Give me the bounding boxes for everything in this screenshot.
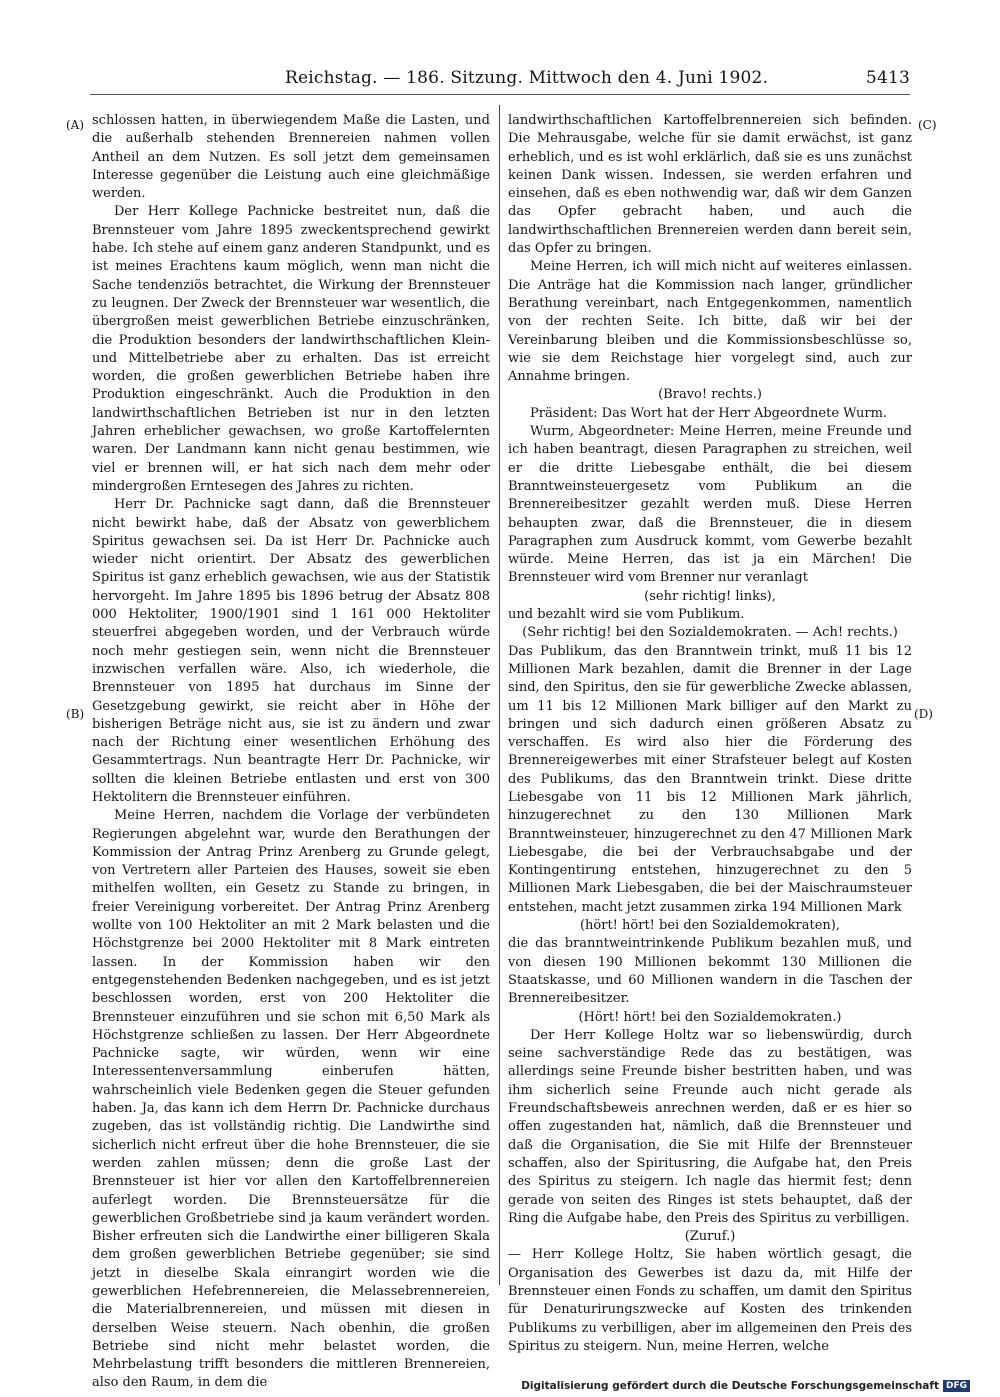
paragraph: Der Herr Kollege Holtz war so liebenswürdig, durch seine sachverständige Rede das zu bestätigen, was allerdings seine Freunde bisher bestritten haben, und was ihm sicherlich seine Freunde auch nicht gerade als Freundschaftsbeweis anrechnen werden, daß er es hier so offen zugestanden hat, nämlich, daß die Brennsteuer und daß die Organisation, die Sie mit Hilfe der Brennsteuer schaffen, also der Spiritusring, die Aufgabe hat, den Preis des Spiritus zu steigern. Ich nagle das hiermit fest; denn gerade von seiten des Ringes ist stets behauptet, daß der Ring die Aufgabe habe, den Preis des Spiritus zu verbilligen. <box>508 1027 912 1226</box>
page-number: 5413 <box>865 68 910 88</box>
dfg-logo: DFG <box>943 1380 970 1392</box>
paragraph: Herr Dr. Pachnicke sagt dann, daß die Brennsteuer nicht bewirkt habe, daß der Absatz von gewerblichem Spiritus gewachsen sei. Da ist Herr Dr. Pachnicke auch wieder nicht orientirt. Der Absatz des gewerblichen Spiritus ist ganz erheblich gewachsen, wie aus der Statistik hervorgeht. Im Jahre 1895 bis 1896 betrug der Absatz 808 000 Hektoliter, 1900/1901 sind 1 161 000 Hektoliter steuerfrei abgegeben worden, und der Verbrauch würde noch mehr gestiegen sein, wenn nicht die Brennsteuer inzwischen verfallen wäre. Also, ich wiederhole, die Brennsteuer von 1895 hat durchaus im Sinne der Gesetzgebung gewirkt, sie reicht aber in Höhe der bisherigen Beträge nicht aus, sie ist zu ändern und zwar nach der Richtung einer wesentlichen Erhöhung des Gesammtertrags. Nun beantragte Herr Dr. Pachnicke, wir sollten die kleinen Betriebe entlasten und erst von 300 Hektolitern die Brennsteuer einführen. <box>92 497 490 805</box>
speaker-line: Präsident: Das Wort hat der Herr Abgeordnete Wurm. <box>530 405 888 421</box>
paragraph: Das Publikum, das den Branntwein trinkt, muß 11 bis 12 Millionen Mark bezahlen, damit die Brenner in der Lage sind, den Spiritus, den sie für gewerbliche Zwecke ablassen, um 11 bis 12 Millionen Mark billiger auf den Markt zu bringen und sich dadurch einen größeren Absatz zu verschaffen. Es wird also hier die Förderung des Brennereigewerbes mit einer Strafsteuer belegt auf Kosten des Publikums, das den Branntwein trinkt. Diese dritte Liebesgabe von 11 bis 12 Millionen Mark jährlich, hinzugerechnet zu den 130 Millionen Mark Branntweinsteuer, hinzugerechnet zu den 47 Millionen Mark Liebesgabe, die bei der Verbrauchsabgabe und der Kontingentirung entstehen, hinzugerechnet zu den 5 Millionen Mark Liebesgaben, die bei der Maischraumsteuer entstehen, macht jetzt zusammen zirka 194 Millionen Mark <box>508 643 912 915</box>
paragraph: Meine Herren, nachdem die Vorlage der verbündeten Regierungen abgelehnt war, wurde den Berathungen der Kommission der Antrag Prinz Arenberg zu Grunde gelegt, von Vertretern aller Parteien des Hauses, soweit sie eben mithelfen wollten, ein Gesetz zu Stande zu bringen, in freier Vereinigung vorbereitet. Der Antrag Prinz Arenberg wollte von 100 Hektoliter an mit 2 Mark belasten und die Höchstgrenze bei 2000 Hektoliter mit 8 Mark eintreten lassen. In der Kommission haben wir den entgegenstehenden Bedenken nachgegeben, und es ist jetzt beschlossen worden, erst von 200 Hektoliter die Brennsteuer einzuführen und sie schon mit 6,50 Mark als Höchstgrenze schließen zu lassen. Der Herr Abgeordnete Pachnicke sagte, wir würden, wenn wir eine Interessentenversammlung einberufen hätten, wahrscheinlich viele Bedenken gegen die Steuer gefunden haben. Ja, das kann ich dem Herrn Dr. Pachnicke durchaus zugeben, das ist vollständig richtig. Die Landwirthe sind sicherlich nicht erfreut über die hohe Brennsteuer, die sie werden zahlen müssen; denn die große Last der Brennsteuer ist hier vor allen den Kartoffelbrennereien auferlegt worden. Die Brennsteuersätze für die gewerblichen Großbetriebe sind ja kaum verändert worden. Bisher erfreuten sich die Landwirthe einer billigeren Skala dem großen gewerblichen Betriebe gegenüber; sie sind jetzt in dieselbe Skala einrangirt worden wie die gewerblichen Hefebrennereien, die Melassebrennereien, die Materialbrennereien, und müssen mit diesen in derselben Weise steuern. Nach obenhin, die großen Betriebe sind nicht mehr belastet worden, die Mehrbelastung trifft besonders die mittleren Brennereien, also den Raum, in dem die <box>92 808 490 1391</box>
right-column <box>508 112 912 1356</box>
credit-text: Digitalisierung gefördert durch die Deutsche Forschungsgemeinschaft <box>521 1380 939 1392</box>
paragraph: und bezahlt wird sie vom Publikum. <box>508 607 745 623</box>
paragraph: Wurm, Abgeordneter: Meine Herren, meine Freunde und ich haben beantragt, diesen Paragraphen zu streichen, weil er die dritte Liebesgabe enthält, die bei diesem Branntweinsteuergesetz vom Publikum an die Brennereibesitzer gezahlt werden muß. Diese Herren behaupten zwar, daß die Brennsteuer, die in diesem Paragraphen zum Ausdruck kommt, vom Gewerbe bezahlt würde. Meine Herren, das ist ja ein Märchen! Die Brennsteuer wird vom Brenner nur veranlagt <box>508 424 912 586</box>
digitization-credit <box>521 1380 970 1392</box>
margin-marker-b: (B) <box>66 707 85 721</box>
paragraph: Meine Herren, ich will mich nicht auf weiteres einlassen. Die Anträge hat die Kommission nach langer, gründlicher Berathung vereinbart, nach Entgegenkommen, namentlich von der rechten Seite. Ich bitte, daß wir bei der Vereinbarung bleiben und die Kommissionsbeschlüsse so, wie sie dem Reichstage hier vorgelegt sind, auch zur Annahme bringen. <box>508 259 912 385</box>
interjection: (Sehr richtig! bei den Sozialdemokraten. — Ach! rechts.) <box>522 625 898 641</box>
paragraph: landwirthschaftlichen Kartoffelbrennereien sich befinden. Die Mehrausgabe, welche für sie damit erwächst, ist ganz erheblich, und es ist wohl erklärlich, daß sie es uns zunächst keinen Dank wissen. Indessen, sie werden erfahren und einsehen, daß es eben nothwendig war, daß wir dem Ganzen das Opfer gebracht haben, und auch die landwirthschaftlichen Brennereien werden dann bereit sein, das Opfer zu bringen. <box>508 113 912 257</box>
left-column <box>92 112 490 1393</box>
interjection: (Hört! hört! bei den Sozialdemokraten.) <box>578 1009 842 1025</box>
column-divider <box>499 105 500 1285</box>
paragraph: — Herr Kollege Holtz, Sie haben wörtlich gesagt, die Organisation des Gewerbes ist dazu da, mit Hilfe der Brennsteuer einen Fonds zu schaffen, um damit den Spiritus für Denaturirungszwecke auf Kosten des trinkenden Publikums zu verbilligen, aber im allgemeinen den Preis des Spiritus zu steigern. Nun, meine Herren, welche <box>508 1247 912 1354</box>
page-title: Reichstag. — 186. Sitzung. Mittwoch den 4. Juni 1902. <box>285 68 769 88</box>
margin-marker-d: (D) <box>914 707 933 721</box>
margin-marker-a: (A) <box>66 118 85 132</box>
page-header <box>90 64 910 95</box>
paragraph: schlossen hatten, in überwiegendem Maße die Lasten, und die außerhalb stehenden Brennereien nahmen vollen Antheil an dem Nutzen. Es soll jetzt dem gemeinsamen Interesse gegenüber die Leistung auch eine gleichmäßige werden. <box>92 113 490 202</box>
interjection: (Bravo! rechts.) <box>658 387 762 403</box>
interjection: (Zuruf.) <box>684 1229 736 1245</box>
interjection: (hört! hört! bei den Sozialdemokraten), <box>579 918 841 934</box>
interjection: (sehr richtig! links), <box>644 588 776 604</box>
margin-marker-c: (C) <box>918 118 937 132</box>
paragraph: Der Herr Kollege Pachnicke bestreitet nun, daß die Brennsteuer vom Jahre 1895 zweckentsprechend gewirkt habe. Ich stehe auf einem ganz anderen Standpunkt, und es ist meines Erachtens kaum möglich, wenn man nicht die Sache tendenziös betrachtet, die Wirkung der Brennsteuer zu leugnen. Der Zweck der Brennsteuer war wesentlich, die übergroßen meist gewerblichen Betriebe einzuschränken, die Produktion besonders der landwirthschaftlichen Klein- und Mittelbetriebe aber zu erhalten. Das ist erreicht worden, die großen gewerblichen Betriebe haben ihre Produktion eingeschränkt. Auch die Produktion in den landwirthschaftlichen Betrieben ist nur in den letzten Jahren erheblicher gewachsen, wo große Kartoffelernten waren. Der Landmann kann nicht genau bestimmen, wie viel er brennen will, er hat sich nach dem mehr oder mindergroßen Erntesegen des Jahres zu richten. <box>92 204 490 494</box>
paragraph: die das branntweintrinkende Publikum bezahlen muß, und von diesen 190 Millionen bekommt 130 Millionen die Staatskasse, und 60 Millionen wandern in die Taschen der Brennereibesitzer. <box>508 936 912 1007</box>
